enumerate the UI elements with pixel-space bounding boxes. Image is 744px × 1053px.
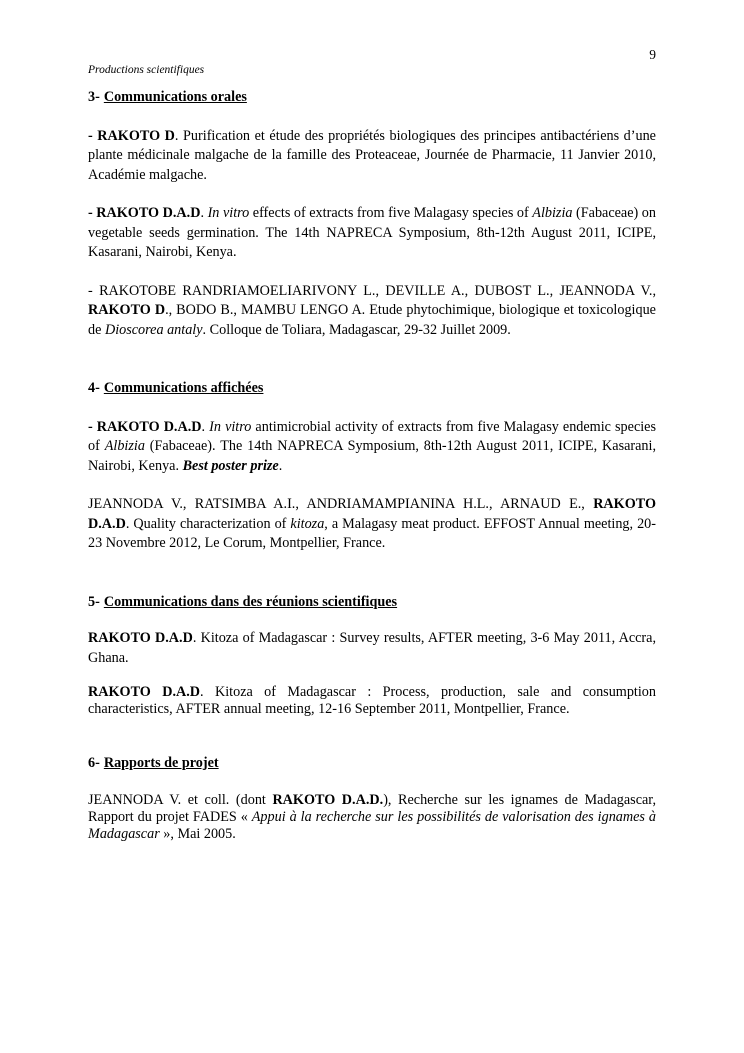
section-heading bbox=[88, 88, 656, 108]
entry bbox=[88, 792, 656, 843]
section-communications-orales bbox=[88, 88, 656, 340]
entry-text-run: ., BODO B., MAMBU LENGO A. Etude phytochimique, biologique et toxicologique de bbox=[88, 302, 656, 338]
page-number: 9 bbox=[649, 47, 656, 62]
document-body bbox=[88, 88, 656, 843]
entry bbox=[88, 282, 656, 341]
entry-text-run: , a Malagasy meat product. EFFOST Annual meeting, 20-23 Novembre 2012, Le Corum, Montpellier, France. bbox=[88, 515, 657, 551]
entry-text-run: In vitro bbox=[207, 205, 250, 221]
entry-text-run: RAKOTO D bbox=[97, 127, 175, 144]
entry-text-run: (Fabaceae) on vegetable seeds germination. The 14th NAPRECA Symposium, 8th-12th August 2011, ICIPE, Kasarani, Nairobi, Kenya. bbox=[88, 205, 656, 260]
section-title: Communications orales bbox=[103, 89, 247, 105]
entry-text-run: effects of extracts from five Malagasy species of bbox=[249, 205, 533, 221]
entry-text-run: . Kitoza of Madagascar : Process, production, sale and consumption characteristics, AFTER annual meeting, 12-16 September 2011, Montpellier, France. bbox=[88, 684, 656, 717]
entry bbox=[88, 204, 656, 263]
section-communications-reunions bbox=[88, 593, 656, 719]
section-communications-affichees bbox=[88, 379, 656, 554]
entry-text-run: Albizia bbox=[532, 205, 573, 221]
running-header: Productions scientifiques bbox=[88, 64, 205, 76]
entry-text-run: ), Recherche sur les ignames de Madagascar, Rapport du projet FADES « bbox=[88, 791, 657, 825]
entry-text-run: RAKOTO D.A.D bbox=[88, 496, 656, 532]
entry-text-run: - RAKOTO D.A.D bbox=[88, 418, 202, 435]
entry bbox=[88, 127, 656, 186]
section-number: 5- bbox=[88, 593, 100, 610]
entry-text-run: In vitro bbox=[209, 418, 252, 435]
entry-text-run: (Fabaceae). The 14th NAPRECA Symposium, 8th-12th August 2011, ICIPE, Kasarani, Nairobi, Kenya. bbox=[88, 438, 656, 474]
section-number: 4- bbox=[88, 380, 100, 396]
section-number: 6- bbox=[88, 755, 100, 771]
entry bbox=[88, 629, 656, 668]
section-heading bbox=[88, 379, 656, 399]
section-heading bbox=[88, 754, 656, 774]
entry-text-run: RAKOTO D.A.D. bbox=[272, 791, 384, 808]
entry-text-run: JEANNODA V., RATSIMBA A.I., ANDRIAMAMPIANINA H.L., ARNAUD E., bbox=[88, 496, 594, 512]
entry-text-run: . Colloque de Toliara, Madagascar, 29-32 Juillet 2009. bbox=[202, 321, 511, 338]
entry bbox=[88, 418, 656, 477]
entry-text-run: antimicrobial activity of extracts from five Malagasy endemic species of bbox=[88, 418, 656, 454]
entry-text-run: Appui à la recherche sur les possibilités de valorisation des ignames à Madagascar bbox=[88, 808, 657, 842]
entry-text-run: RAKOTO D.A.D bbox=[88, 630, 193, 646]
entry-text-run: Dioscorea antaly bbox=[104, 321, 203, 338]
section-title: Communications affichées bbox=[103, 380, 264, 396]
entry-text-run: kitoza bbox=[290, 515, 325, 532]
entry bbox=[88, 684, 656, 718]
entry-text-run: », Mai 2005. bbox=[159, 825, 236, 842]
section-heading bbox=[88, 593, 656, 613]
entry-text-run: . bbox=[200, 205, 208, 221]
entry-text-run: . bbox=[278, 457, 283, 474]
entry-text-run: - RAKOTO D.A.D bbox=[88, 205, 201, 221]
entry-text-run: - bbox=[88, 127, 98, 144]
section-number: 3- bbox=[88, 89, 100, 105]
entry-text-run: RAKOTO D bbox=[88, 302, 166, 318]
entry-text-run: JEANNODA V. et coll. (dont bbox=[88, 791, 273, 808]
entry-text-run: . Kitoza of Madagascar : Survey results, AFTER meeting, 3-6 May 2011, Accra, Ghana. bbox=[88, 630, 656, 666]
entry-text-run: Albizia bbox=[104, 438, 145, 454]
section-title: Communications dans des réunions scientifiques bbox=[103, 593, 398, 610]
entry-text-run: . Quality characterization of bbox=[125, 515, 291, 532]
entry-text-run: - RAKOTOBE RANDRIAMOELIARIVONY L., DEVILLE A., DUBOST L., JEANNODA V., bbox=[88, 282, 656, 299]
entry-text-run: RAKOTO D.A.D bbox=[88, 684, 201, 700]
entry bbox=[88, 495, 656, 554]
entry-text-run: . Purification et étude des propriétés biologiques des principes antibactériens d’une plante médicinale malgache de la famille des Proteaceae, Journée de Pharmacie, 11 Janvier 2010, Académie malgache. bbox=[88, 127, 656, 183]
section-rapports-projet bbox=[88, 754, 656, 843]
entry-text-run: Best poster prize bbox=[182, 457, 279, 474]
section-title: Rapports de projet bbox=[103, 755, 219, 771]
entry-text-run: . bbox=[201, 418, 210, 435]
